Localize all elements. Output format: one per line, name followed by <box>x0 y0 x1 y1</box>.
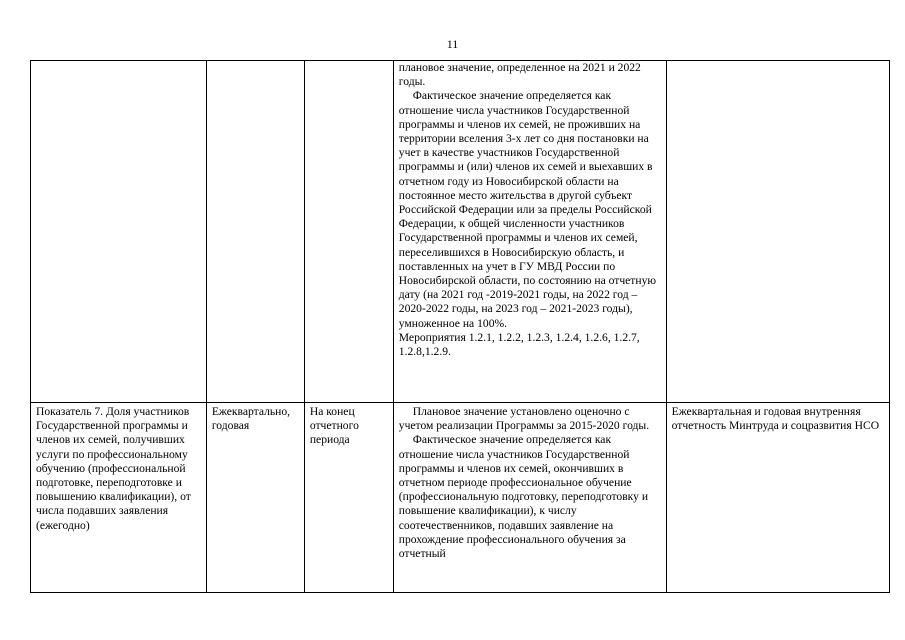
method-paragraph: Мероприятия 1.2.1, 1.2.2, 1.2.3, 1.2.4, 1.2.6, 1.2.7, 1.2.8,1.2.9. <box>398 330 640 359</box>
method-paragraph: Фактическое значение определяется как отношение числа участников Государственной программы и членов их семей, окончивших в отчетном периоде профессиональное обучение (профессиональную подготовку, переподготовку и повышение квалификации), к числу соотечественников, подавших заявление на прохождение профессионального обучения за отчетный <box>398 433 649 561</box>
indicator-cell: Показатель 7. Доля участников Государственной программы и членов их семей, получивших услуги по профессиональному обучению (профессиональной подготовке, переподготовке и повышению квалификации), от числа подавших заявления (ежегодно) <box>31 403 207 593</box>
table-row <box>31 61 890 403</box>
indicator-cell <box>31 61 207 403</box>
method-paragraph: плановое значение, определенное на 2021 и 2022 годы. <box>398 61 641 89</box>
calculation-method-cell <box>393 61 666 403</box>
indicators-table <box>30 60 890 593</box>
time-basis-cell: На конец отчетного периода <box>304 403 393 593</box>
periodicity-cell: Ежеквартально, годовая <box>206 403 304 593</box>
source-cell <box>666 61 889 403</box>
time-basis-cell <box>304 61 393 403</box>
method-paragraph: Плановое значение установлено оценочно с учетом реализации Программы за 2015-2020 годы. <box>398 405 650 433</box>
page-number: 11 <box>446 37 459 51</box>
calculation-method-cell <box>393 403 666 593</box>
periodicity-cell <box>206 61 304 403</box>
source-cell: Ежеквартальная и годовая внутренняя отчетность Минтруда и соцразвития НСО <box>666 403 889 593</box>
table-row <box>31 403 890 593</box>
method-paragraph: Фактическое значение определяется как отношение числа участников Государственной программы и членов их семей, не проживших на территории вселения 3-х лет со дня постановки на учет в качестве участников Государственной программы и (или) членов их семей и выехавших в отчетном году из Новосибирской области на постоянное место жительства в другой субъект Российской Федерации или за пределы Российской Федерации, к общей численности участников Государственной программы и членов их семей, переселившихся в Новосибирскую область, и поставленных на учет в ГУ МВД России по Новосибирской области, по состоянию на отчетную дату (на 2021 год -2019-2021 годы, на 2022 год – 2020-2022 годы, на 2023 год – 2021-2023 годы), умноженное на 100%. <box>398 89 657 330</box>
